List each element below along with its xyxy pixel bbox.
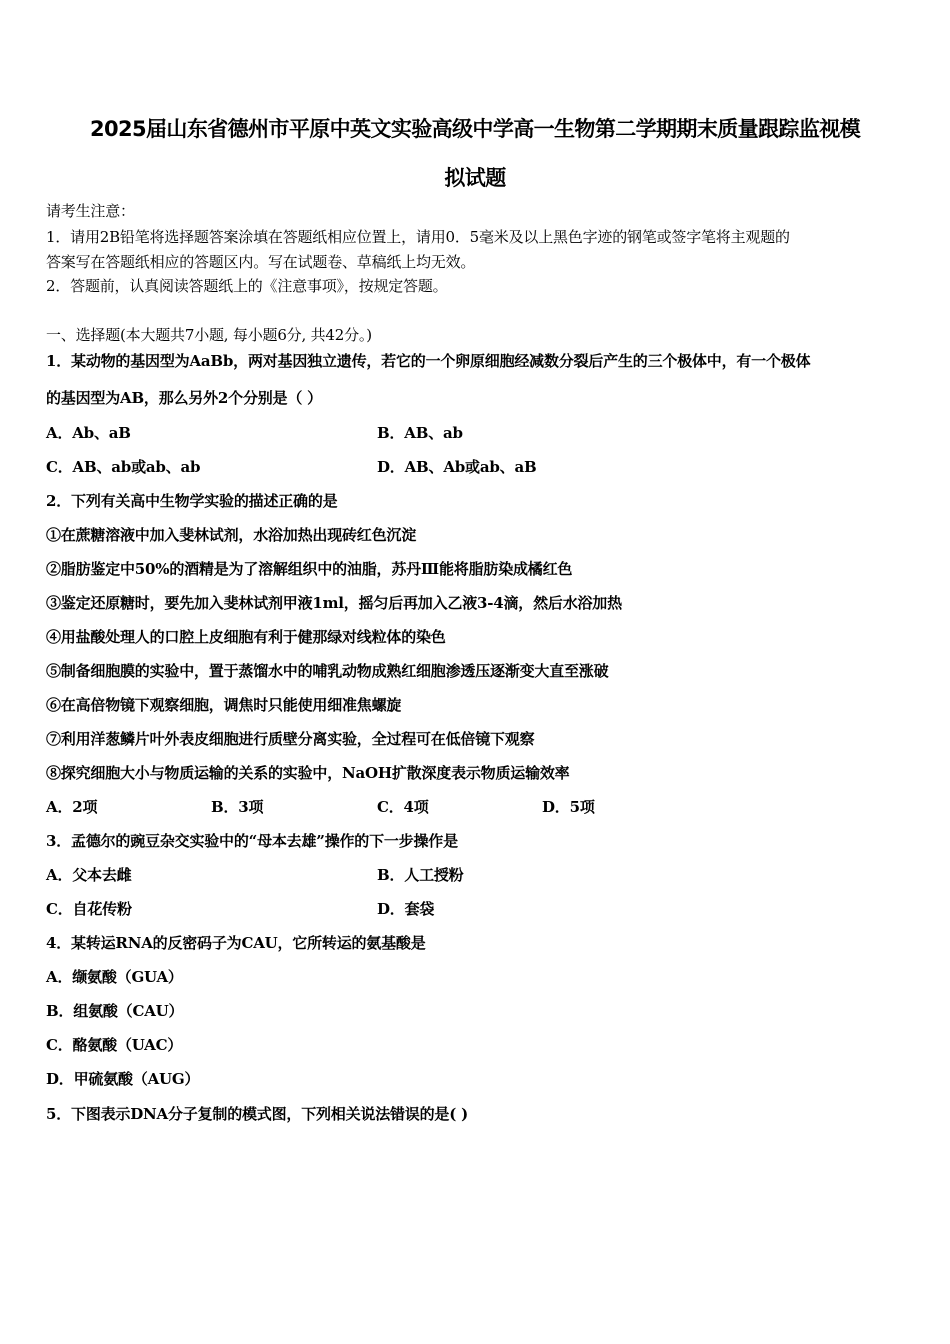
question-1-stem: 1．某动物的基因型为AaBb，两对基因独立遗传，若它的一个卵原细胞经减数分裂后产生的三个极体中，有一个极体: [46, 352, 811, 370]
question-2-option-b: B．3项: [211, 798, 264, 816]
question-4-option-a: A．缬氨酸（GUA）: [46, 968, 183, 986]
question-4-stem: 4．某转运RNA的反密码子为CAU，它所转运的氨基酸是: [46, 934, 426, 952]
question-2-statement-7: ⑦利用洋葱鳞片叶外表皮细胞进行质壁分离实验，全过程可在低倍镜下观察: [46, 730, 535, 748]
question-2-statement-4: ④用盐酸处理人的口腔上皮细胞有利于健那绿对线粒体的染色: [46, 628, 446, 646]
question-2-statement-6: ⑥在高倍物镜下观察细胞，调焦时只能使用细准焦螺旋: [46, 696, 402, 714]
notice-heading: 请考生注意：: [46, 202, 135, 220]
question-1-stem-cont: 的基因型为AB，那么另外2个分别是（ ）: [46, 389, 322, 407]
notice-item-1-cont: 答案写在答题纸相应的答题区内。写在试题卷、草稿纸上均无效。: [46, 253, 476, 271]
question-2-option-a: A．2项: [46, 798, 98, 816]
question-1-option-d: D．AB、Ab或ab、aB: [377, 458, 537, 476]
question-1-option-b: B．AB、ab: [377, 424, 463, 442]
question-4-option-b: B．组氨酸（CAU）: [46, 1002, 184, 1020]
question-3-stem: 3．孟德尔的豌豆杂交实验中的“母本去雄”操作的下一步操作是: [46, 832, 458, 850]
question-1-option-a: A．Ab、aB: [46, 424, 131, 442]
question-2-option-c: C．4项: [377, 798, 429, 816]
question-4-option-c: C．酪氨酸（UAC）: [46, 1036, 183, 1054]
notice-item-1: 1．请用2B铅笔将选择题答案涂填在答题纸相应位置上，请用0．5毫米及以上黑色字迹的钢笔或签字笔将主观题的: [46, 228, 790, 246]
question-2-statement-1: ①在蔗糖溶液中加入斐林试剂，水浴加热出现砖红色沉淀: [46, 526, 417, 544]
question-5-stem: 5．下图表示DNA分子复制的模式图，下列相关说法错误的是( ): [46, 1105, 469, 1123]
question-3-option-b: B．人工授粉: [377, 866, 464, 884]
question-3-option-a: A．父本去雌: [46, 866, 132, 884]
page-title-line-1: 2025届山东省德州市平原中英文实验高级中学高一生物第二学期期末质量跟踪监视模: [89, 117, 861, 141]
question-2-stem: 2．下列有关高中生物学实验的描述正确的是: [46, 492, 338, 510]
question-2-statement-5: ⑤制备细胞膜的实验中，置于蒸馏水中的哺乳动物成熟红细胞渗透压逐渐变大直至涨破: [46, 662, 609, 680]
question-4-option-d: D．甲硫氨酸（AUG）: [46, 1070, 200, 1088]
notice-item-2: 2．答题前，认真阅读答题纸上的《注意事项》，按规定答题。: [46, 277, 448, 295]
question-2-statement-3: ③鉴定还原糖时，要先加入斐林试剂甲液1ml，摇匀后再加入乙液3-4滴，然后水浴加热: [46, 594, 622, 612]
section-heading: 一、选择题(本大题共7小题, 每小题6分, 共42分。): [46, 326, 372, 344]
question-3-option-c: C．自花传粉: [46, 900, 132, 918]
page-title-line-2: 拟试题: [444, 166, 506, 190]
question-2-statement-2: ②脂肪鉴定中50%的酒精是为了溶解组织中的油脂，苏丹Ⅲ能将脂肪染成橘红色: [46, 560, 573, 578]
question-1-option-c: C．AB、ab或ab、ab: [46, 458, 201, 476]
question-2-option-d: D．5项: [542, 798, 595, 816]
question-2-statement-8: ⑧探究细胞大小与物质运输的关系的实验中，NaOH扩散深度表示物质运输效率: [46, 764, 570, 782]
question-3-option-d: D．套袋: [377, 900, 435, 918]
